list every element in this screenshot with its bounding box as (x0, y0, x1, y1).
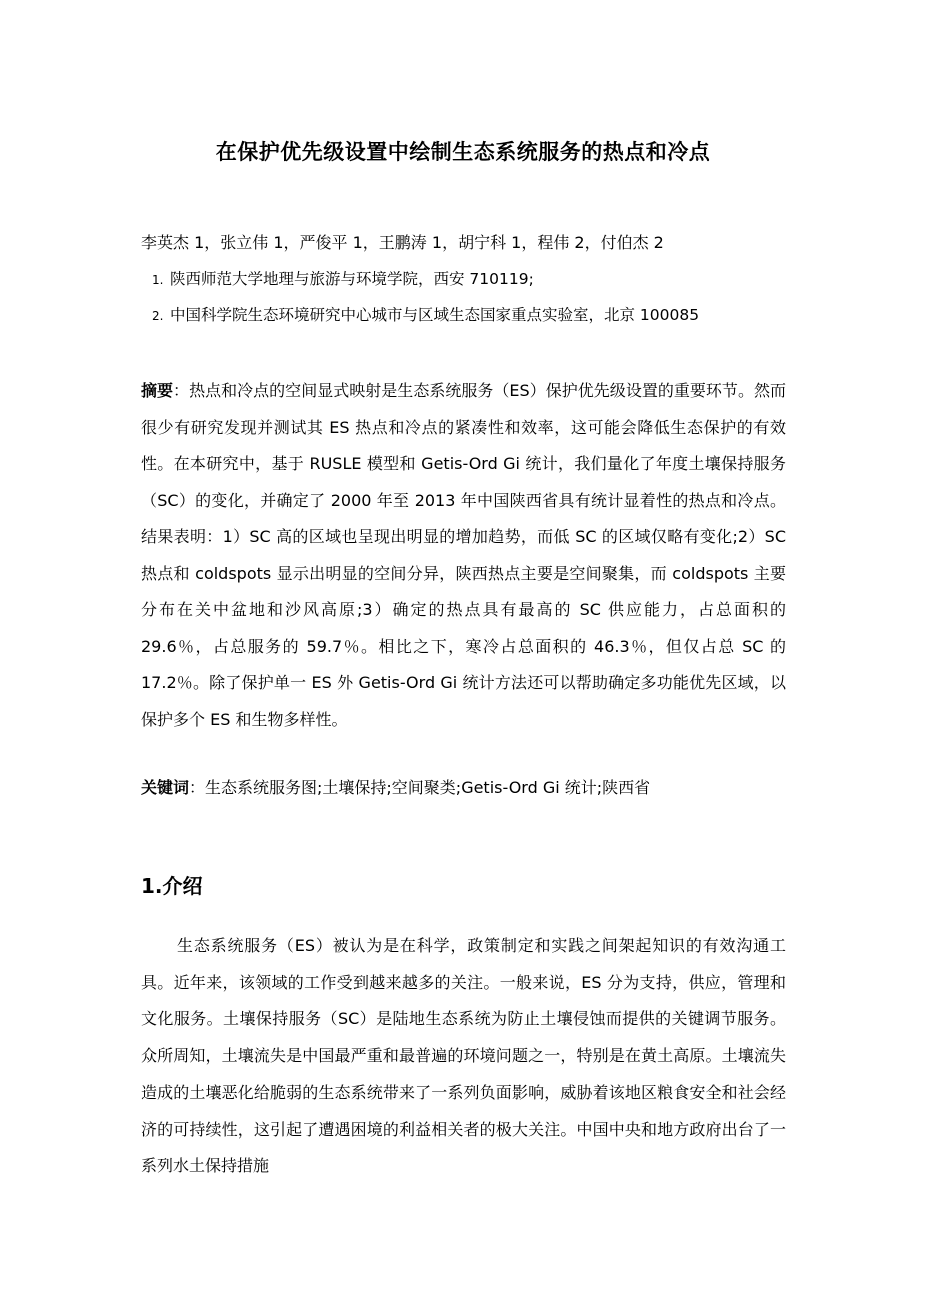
affiliation-number: 1. (152, 273, 164, 287)
abstract-paragraph (141, 373, 786, 738)
abstract-label: 摘要 (141, 381, 174, 400)
intro-paragraph: 生态系统服务（ES）被认为是在科学，政策制定和实践之间架起知识的有效沟通工具。近年来，该领域的工作受到越来越多的关注。一般来说，ES 分为支持，供应，管理和文化服务。土壤保持服务（SC）是陆地生态系统为防止土壤侵蚀而提供的关键调节服务。众所周知，土壤流失是中国最严重和最普遍的环境问题之一，特别是在黄土高原。土壤流失造成的土壤恶化给脆弱的生态系统带来了一系列负面影响，威胁着该地区粮食安全和社会经济的可持续性，这引起了遭遇困境的利益相关者的极大关注。中国中央和地方政府出台了一系列水土保持措施 (141, 936, 786, 1176)
keywords-text: ：生态系统服务图;土壤保持;空间聚类;Getis-Ord Gi 统计;陕西省 (189, 778, 651, 797)
author-list: 李英杰 1，张立伟 1，严俊平 1，王鹏涛 1，胡宁科 1，程伟 2，付伯杰 2 (141, 233, 664, 252)
keywords-line (141, 775, 786, 798)
affiliation-text: 中国科学院生态环境研究中心城市与区域生态国家重点实验室，北京 100085 (170, 306, 700, 324)
affiliation-2 (152, 303, 699, 325)
section-heading: 1.介绍 (141, 874, 203, 898)
paper-title: 在保护优先级设置中绘制生态系统服务的热点和冷点 (215, 140, 711, 164)
affiliation-1 (152, 267, 534, 289)
affiliation-number: 2. (152, 309, 164, 323)
abstract-text: ：热点和冷点的空间显式映射是生态系统服务（ES）保护优先级设置的重要环节。然而很少有研究发现并测试其 ES 热点和冷点的紧凑性和效率，这可能会降低生态保护的有效性。在本研究中，基于 RUSLE 模型和 Getis-Ord Gi 统计，我们量化了年度土壤保持服务（SC）的变化，并确定了 2000 年至 2013 年中国陕西省具有统计显着性的热点和冷点。结果表明：1）SC 高的区域也呈现出明显的增加趋势，而低 SC 的区域仅略有变化;2）SC 热点和 coldspots 显示出明显的空间分异，陕西热点主要是空间聚集，而 coldspots 主要分布在关中盆地和沙风高原;3）确定的热点具有最高的 SC 供应能力，占总面积的 29.6％，占总服务的 59.7％。相比之下，寒冷占总面积的 46.3％，但仅占总 SC 的 17.2％。除了保护单一 ES 外 Getis-Ord Gi 统计方法还可以帮助确定多功能优先区域，以保护多个 ES 和生物多样性。 (141, 381, 786, 729)
affiliation-text: 陕西师范大学地理与旅游与环境学院，西安 710119; (170, 270, 534, 288)
keywords-label: 关键词 (141, 778, 190, 797)
